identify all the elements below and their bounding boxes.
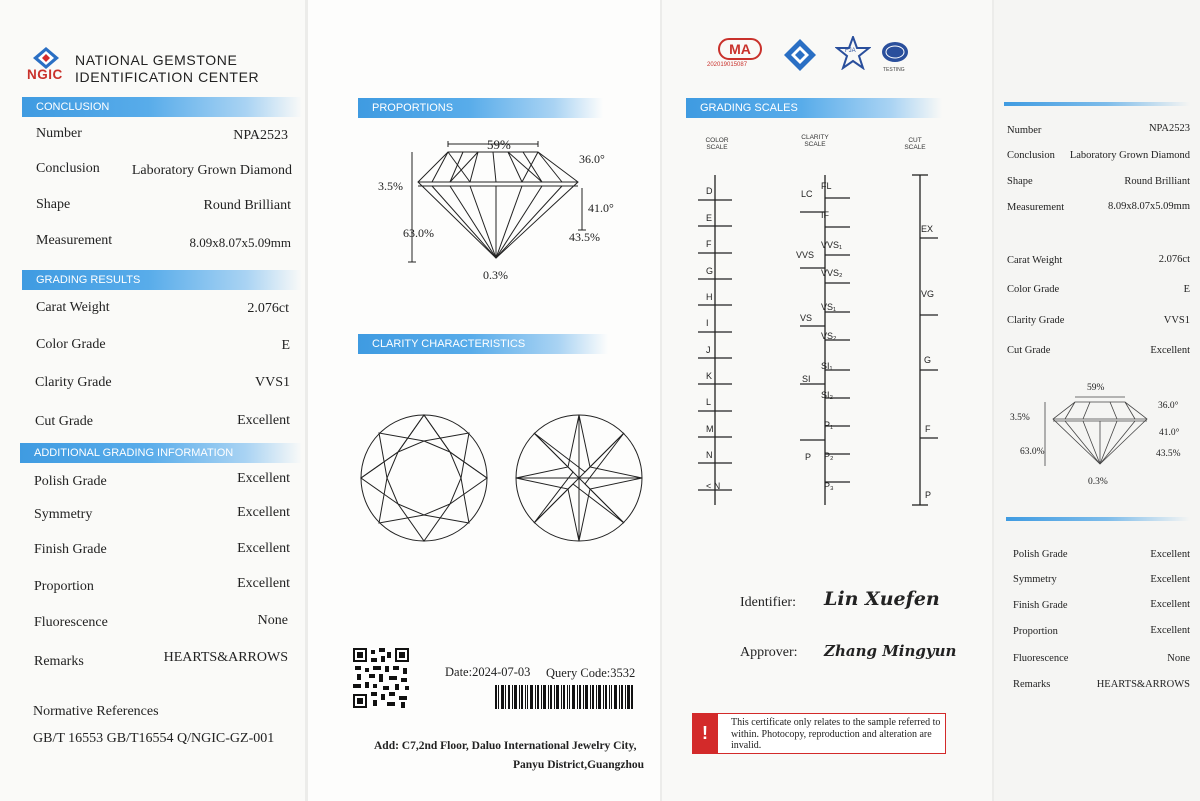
address-line2: Panyu District,Guangzhou (513, 759, 644, 771)
color-grade-j: J (706, 345, 711, 355)
summary-carat-value: 2.076ct (1158, 254, 1190, 265)
fja-label: FJA (845, 48, 856, 54)
clarity-value: VVS1 (254, 375, 290, 390)
summary-clarity-label: Clarity Grade (1007, 315, 1065, 326)
color-grade-below-n: < N (706, 481, 721, 491)
polish-label: Polish Grade (34, 474, 107, 489)
conclusion-label: Conclusion (36, 161, 100, 176)
summary-remarks-label: Remarks (1013, 679, 1051, 690)
summary-finish-label: Finish Grade (1013, 600, 1068, 611)
culet-size: 0.3% (483, 268, 508, 282)
summary-pavilion-depth: 43.5% (1156, 449, 1181, 459)
summary-fluorescence-value: None (1167, 653, 1190, 664)
cma-logo-text: MA (729, 41, 751, 57)
clarity-group-si: SI (802, 374, 811, 384)
main-report-panel (0, 0, 305, 801)
cut-grade-vg: VG (921, 289, 935, 299)
cut-grade-f: F (925, 424, 931, 434)
approver-label: Approver: (740, 645, 798, 660)
additional-header: ADDITIONAL GRADING INFORMATION (20, 443, 302, 463)
testing-logo-icon (880, 40, 910, 64)
pavilion-depth: 43.5% (569, 230, 600, 244)
cut-grade-ex: EX (921, 224, 934, 234)
symmetry-label: Symmetry (34, 507, 93, 522)
color-label: Color Grade (36, 337, 106, 352)
summary-mid-divider (1006, 517, 1190, 521)
color-grade-k: K (706, 371, 713, 381)
clarity-characteristics-header: CLARITY CHARACTERISTICS (358, 334, 608, 354)
color-grade-f: F (706, 239, 712, 249)
summary-measurement-value: 8.09x8.07x5.09mm (1108, 201, 1190, 212)
summary-symmetry-value: Excellent (1150, 574, 1190, 585)
number-value: NPA2523 (233, 128, 288, 143)
identifier-label: Identifier: (740, 595, 796, 610)
summary-proportion-label: Proportion (1013, 626, 1058, 637)
normative-title: Normative References (33, 704, 159, 719)
color-grade-e: E (706, 213, 713, 223)
cut-grade-g: G (924, 355, 932, 365)
clarity-group-p: P (805, 452, 812, 462)
clarity-grade-p3: P₃ (824, 481, 834, 491)
measurement-value: 8.09x8.07x5.09mm (189, 235, 291, 250)
clarity-group-lc: LC (801, 189, 813, 199)
grading-scales-graphic (690, 170, 950, 510)
finish-value: Excellent (237, 541, 290, 556)
color-grade-d: D (706, 186, 713, 196)
summary-color-label: Color Grade (1007, 284, 1060, 295)
grading-scales-header: GRADING SCALES (686, 98, 942, 118)
clarity-grade-vs1: VS₁ (821, 302, 837, 312)
clarity-grade-vvs1: VVS₁ (821, 240, 843, 250)
fluorescence-value: None (257, 613, 288, 628)
summary-fluorescence-label: Fluorescence (1013, 653, 1069, 664)
summary-cut-label: Cut Grade (1007, 345, 1051, 356)
approver-signature: Zhang Mingyun (824, 642, 957, 660)
clarity-scale-title: CLARITY SCALE (801, 134, 829, 148)
color-grade-i: I (706, 318, 709, 328)
summary-culet: 0.3% (1088, 477, 1108, 487)
clarity-group-vvs: VVS (796, 250, 815, 260)
finish-label: Finish Grade (34, 542, 107, 557)
clarity-grade-p1: P₁ (824, 420, 834, 430)
cut-grade-p: P (925, 490, 932, 500)
summary-crown-angle: 36.0° (1158, 401, 1179, 411)
clarity-grade-fl: FL (821, 181, 832, 191)
color-grade-n: N (706, 450, 713, 460)
clarity-grade-vvs2: VVS₂ (821, 268, 843, 278)
cut-label: Cut Grade (35, 414, 93, 429)
number-label: Number (36, 126, 82, 141)
clarity-grade-p2: P₂ (824, 451, 834, 461)
color-scale-title: COLOR SCALE (705, 137, 729, 151)
normative-refs: GB/T 16553 GB/T16554 Q/NGIC-GZ-001 (33, 731, 275, 746)
conclusion-value: Laboratory Grown Diamond (131, 163, 292, 178)
testing-label: TESTING (883, 67, 905, 73)
query-code: Query Code:3532 (546, 666, 636, 680)
summary-remarks-value: HEARTS&ARROWS (1096, 679, 1190, 690)
summary-total-depth: 63.0% (1020, 447, 1045, 457)
warning-icon: ! (692, 713, 718, 754)
polish-value: Excellent (237, 471, 290, 486)
grading-results-header: GRADING RESULTS (22, 270, 302, 290)
summary-conclusion-value: Laboratory Grown Diamond (1069, 150, 1190, 161)
clarity-label: Clarity Grade (35, 375, 112, 390)
table-pct: 59% (487, 137, 511, 152)
identifier-signature: Lin Xuefen (824, 588, 940, 610)
summary-color-value: E (1183, 284, 1190, 295)
remarks-value: HEARTS&ARROWS (163, 650, 288, 665)
color-grade-l: L (706, 397, 712, 407)
color-grade-g: G (706, 266, 714, 276)
summary-polish-label: Polish Grade (1013, 549, 1068, 560)
summary-proportion-value: Excellent (1150, 625, 1190, 636)
diamond-logo-icon (783, 38, 817, 72)
fluorescence-label: Fluorescence (34, 615, 108, 630)
summary-symmetry-label: Symmetry (1013, 574, 1057, 585)
summary-shape-value: Round Brilliant (1124, 176, 1190, 187)
clarity-group-vs: VS (800, 313, 813, 323)
carat-label: Carat Weight (36, 300, 110, 315)
crown-view-plot (357, 411, 491, 545)
pavilion-angle: 41.0° (588, 201, 614, 215)
color-grade-m: M (706, 424, 714, 434)
total-depth: 63.0% (403, 226, 434, 240)
summary-polish-value: Excellent (1150, 549, 1190, 560)
qr-code (353, 648, 409, 708)
address-line1: Add: C7,2nd Floor, Daluo International Jewelry City, (374, 740, 637, 752)
summary-measurement-label: Measurement (1007, 202, 1065, 213)
summary-top-divider (1004, 102, 1190, 106)
carat-value: 2.076ct (247, 301, 289, 316)
summary-carat-label: Carat Weight (1007, 255, 1063, 266)
summary-proportions-diagram (1035, 392, 1165, 476)
summary-shape-label: Shape (1007, 176, 1033, 187)
summary-conclusion-label: Conclusion (1007, 150, 1055, 161)
summary-clarity-value: VVS1 (1163, 315, 1190, 326)
notice-text: This certificate only relates to the sample referred to within. Photocopy, reproduction and alteration are invalid. (731, 717, 941, 751)
clarity-grade-si2: SI₂ (821, 390, 833, 400)
summary-cut-value: Excellent (1150, 345, 1190, 356)
conclusion-header: CONCLUSION (22, 97, 302, 117)
shape-value: Round Brilliant (203, 198, 291, 213)
summary-finish-value: Excellent (1150, 599, 1190, 610)
org-name-line2: IDENTIFICATION CENTER (75, 69, 260, 85)
summary-number-label: Number (1007, 125, 1042, 136)
clarity-grade-if: IF (821, 210, 829, 220)
summary-number-value: NPA2523 (1148, 123, 1190, 134)
summary-table-pct: 59% (1087, 383, 1105, 393)
proportion-value: Excellent (237, 576, 290, 591)
org-name-line1: NATIONAL GEMSTONE (75, 52, 238, 68)
pavilion-view-plot (512, 411, 646, 545)
org-abbr: NGIC (27, 67, 63, 82)
issue-date: Date:2024-07-03 (445, 665, 531, 679)
proportions-header: PROPORTIONS (358, 98, 603, 118)
color-value: E (281, 338, 290, 353)
summary-crown-height: 3.5% (1010, 413, 1030, 423)
color-grade-h: H (706, 292, 713, 302)
proportion-label: Proportion (34, 579, 94, 594)
crown-angle: 36.0° (579, 152, 605, 166)
clarity-grade-vs2: VS₂ (821, 331, 837, 341)
cma-number: 202019015087 (707, 62, 748, 68)
summary-pavilion-angle: 41.0° (1159, 428, 1180, 438)
cut-scale-title: CUT SCALE (904, 137, 926, 151)
shape-label: Shape (36, 197, 71, 212)
measurement-label: Measurement (36, 233, 113, 248)
clarity-grade-si1: SI₁ (821, 361, 833, 371)
cut-value: Excellent (237, 413, 290, 428)
cma-logo (718, 38, 762, 60)
symmetry-value: Excellent (237, 505, 290, 520)
remarks-label: Remarks (34, 654, 84, 669)
ngic-logo-icon (33, 47, 59, 69)
barcode (495, 685, 633, 709)
crown-height: 3.5% (378, 179, 403, 193)
